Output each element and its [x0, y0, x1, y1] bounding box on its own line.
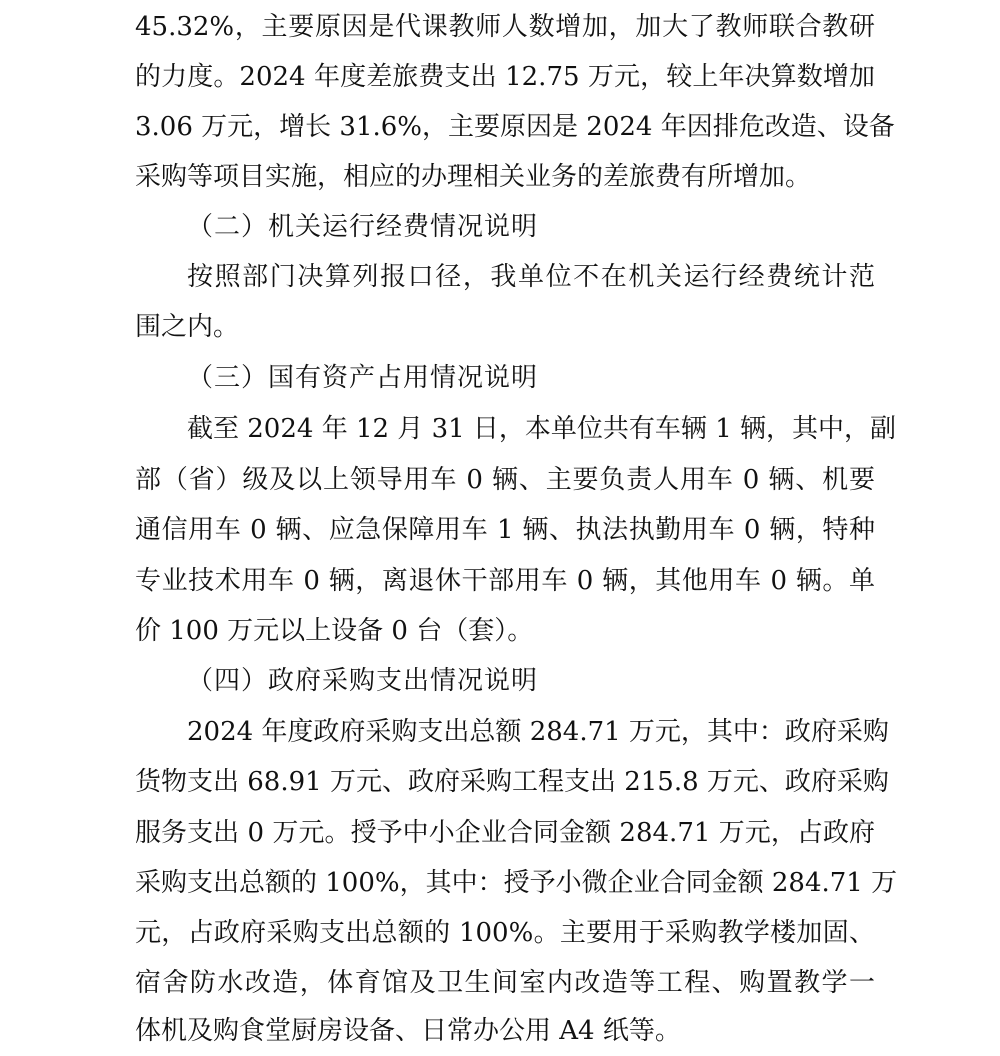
paragraph-line: 专业技术用车 0 辆，离退休干部用车 0 辆，其他用车 0 辆。单 [135, 566, 875, 596]
paragraph-line: 围之内。 [135, 312, 240, 342]
paragraph-line: 部（省）级及以上领导用车 0 辆、主要负责人用车 0 辆、机要 [135, 465, 875, 495]
paragraph-line: 采购支出总额的 100%，其中：授予小微企业合同金额 284.71 万 [135, 868, 898, 898]
section-heading: （二）机关运行经费情况说明 [187, 212, 539, 242]
paragraph-line: 截至 2024 年 12 月 31 日，本单位共有车辆 1 辆，其中，副 [187, 414, 896, 444]
paragraph-line: 按照部门决算列报口径，我单位不在机关运行经费统计范 [187, 262, 875, 292]
section-heading: （三）国有资产占用情况说明 [187, 363, 539, 393]
paragraph-line: 采购等项目实施，相应的办理相关业务的差旅费有所增加。 [135, 162, 812, 192]
paragraph-line: 通信用车 0 辆、应急保障用车 1 辆、执法执勤用车 0 辆，特种 [135, 515, 875, 545]
paragraph-line: 服务支出 0 万元。授予中小企业合同金额 284.71 万元，占政府 [135, 818, 875, 848]
section-heading: （四）政府采购支出情况说明 [187, 666, 539, 696]
paragraph-line: 体机及购食堂厨房设备、日常办公用 A4 纸等。 [135, 1016, 681, 1046]
paragraph-line: 3.06 万元，增长 31.6%，主要原因是 2024 年因排危改造、设备 [135, 112, 895, 142]
paragraph-line: 45.32%，主要原因是代课教师人数增加，加大了教师联合教研 [135, 12, 875, 42]
paragraph-line: 2024 年度政府采购支出总额 284.71 万元，其中：政府采购 [187, 717, 889, 747]
paragraph-line: 的力度。2024 年度差旅费支出 12.75 万元，较上年决算数增加 [135, 62, 875, 92]
paragraph-line: 货物支出 68.91 万元、政府采购工程支出 215.8 万元、政府采购 [135, 767, 889, 797]
paragraph-line: 宿舍防水改造，体育馆及卫生间室内改造等工程、购置教学一 [135, 968, 875, 998]
paragraph-line: 元，占政府采购支出总额的 100%。主要用于采购教学楼加固、 [135, 918, 875, 948]
paragraph-line: 价 100 万元以上设备 0 台（套）。 [135, 616, 534, 646]
